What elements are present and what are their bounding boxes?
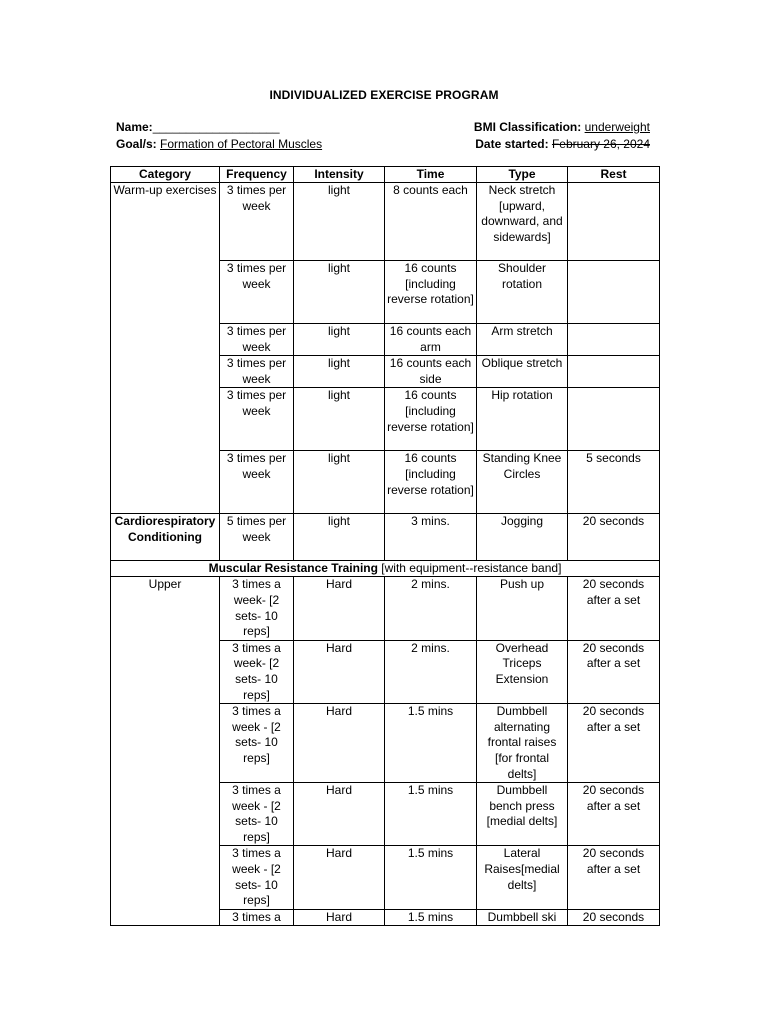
- document-title: INDIVIDUALIZED EXERCISE PROGRAM: [269, 88, 499, 102]
- intensity-cell: Hard: [294, 577, 385, 640]
- table-row: [111, 577, 660, 640]
- frequency-cell: 3 times per week: [220, 388, 294, 451]
- type-cell: Push up: [477, 577, 568, 640]
- header-rest: Rest: [568, 167, 660, 183]
- name-value: ___________________: [152, 120, 280, 134]
- name-line: [116, 119, 280, 135]
- table-row: [111, 514, 660, 561]
- rest-cell: 20 seconds: [568, 514, 660, 561]
- frequency-cell: 3 times a: [220, 909, 294, 926]
- warmup-category-cell: Warm-up exercises: [111, 183, 220, 514]
- type-cell: Dumbbell bench press [medial delts]: [477, 783, 568, 846]
- type-cell: Oblique stretch: [477, 356, 568, 388]
- goal-line: [116, 136, 322, 152]
- rest-cell: [568, 261, 660, 324]
- frequency-cell: 3 times per week: [220, 451, 294, 514]
- bmi-value: underweight: [584, 120, 650, 134]
- type-cell: Overhead Triceps Extension: [477, 640, 568, 703]
- type-cell: Arm stretch: [477, 324, 568, 356]
- exercise-program-table: [110, 166, 660, 926]
- header-time: Time: [385, 167, 477, 183]
- intensity-cell: light: [294, 356, 385, 388]
- frequency-cell: 3 times per week: [220, 324, 294, 356]
- rest-cell: 20 seconds: [568, 909, 660, 926]
- upper-category-cell: Upper: [111, 577, 220, 926]
- intensity-cell: light: [294, 324, 385, 356]
- name-label: Name:: [116, 120, 153, 134]
- time-cell: 8 counts each: [385, 183, 477, 261]
- table-row: [111, 183, 660, 261]
- goal-value: Formation of Pectoral Muscles: [160, 137, 323, 151]
- bmi-label: BMI Classification:: [473, 120, 582, 134]
- intensity-cell: Hard: [294, 704, 385, 783]
- time-cell: 16 counts each arm: [385, 324, 477, 356]
- rest-cell: 20 seconds after a set: [568, 640, 660, 703]
- intensity-cell: Hard: [294, 909, 385, 926]
- rest-cell: 20 seconds after a set: [568, 846, 660, 909]
- intensity-cell: light: [294, 261, 385, 324]
- intensity-cell: Hard: [294, 846, 385, 909]
- rest-cell: 20 seconds after a set: [568, 783, 660, 846]
- header-type: Type: [477, 167, 568, 183]
- cardio-category-cell: Cardiorespiratory Conditioning: [111, 514, 220, 561]
- header-category: Category: [111, 167, 220, 183]
- time-cell: 16 counts [including reverse rotation]: [385, 451, 477, 514]
- time-cell: 16 counts each side: [385, 356, 477, 388]
- date-line: [475, 136, 650, 152]
- intensity-cell: light: [294, 451, 385, 514]
- type-cell: Shoulder rotation: [477, 261, 568, 324]
- rest-cell: [568, 388, 660, 451]
- type-cell: Lateral Raises[medial delts]: [477, 846, 568, 909]
- type-cell: Neck stretch [upward, downward, and sidewards]: [477, 183, 568, 261]
- frequency-cell: 3 times per week: [220, 356, 294, 388]
- type-cell: Dumbbell ski: [477, 909, 568, 926]
- time-cell: 16 counts [including reverse rotation]: [385, 261, 477, 324]
- rest-cell: 20 seconds after a set: [568, 704, 660, 783]
- rest-cell: 20 seconds after a set: [568, 577, 660, 640]
- time-cell: 3 mins.: [385, 514, 477, 561]
- frequency-cell: 3 times a week - [2 sets- 10 reps]: [220, 704, 294, 783]
- frequency-cell: 3 times a week- [2 sets- 10 reps]: [220, 640, 294, 703]
- goal-label: Goal/s:: [116, 137, 157, 151]
- time-cell: 1.5 mins: [385, 909, 477, 926]
- type-cell: Hip rotation: [477, 388, 568, 451]
- time-cell: 1.5 mins: [385, 783, 477, 846]
- frequency-cell: 3 times per week: [220, 261, 294, 324]
- intensity-cell: light: [294, 388, 385, 451]
- section-row: [111, 561, 660, 577]
- intensity-cell: light: [294, 183, 385, 261]
- header-intensity: Intensity: [294, 167, 385, 183]
- frequency-cell: 3 times a week- [2 sets- 10 reps]: [220, 577, 294, 640]
- rest-cell: [568, 324, 660, 356]
- time-cell: 16 counts [including reverse rotation]: [385, 388, 477, 451]
- date-label: Date started:: [475, 137, 549, 151]
- frequency-cell: 3 times a week - [2 sets- 10 reps]: [220, 783, 294, 846]
- section-heading-cell: [111, 561, 660, 577]
- type-cell: Standing Knee Circles: [477, 451, 568, 514]
- time-cell: 1.5 mins: [385, 704, 477, 783]
- date-value: February 26, 2024: [551, 137, 650, 151]
- intensity-cell: Hard: [294, 783, 385, 846]
- rest-cell: [568, 183, 660, 261]
- type-cell: Dumbbell alternating frontal raises [for frontal delts]: [477, 704, 568, 783]
- bmi-line: [474, 119, 650, 135]
- section-heading: Muscular Resistance Training: [208, 561, 378, 576]
- time-cell: 2 mins.: [385, 577, 477, 640]
- frequency-cell: 3 times a week - [2 sets- 10 reps]: [220, 846, 294, 909]
- frequency-cell: 5 times per week: [220, 514, 294, 561]
- time-cell: 1.5 mins: [385, 846, 477, 909]
- intensity-cell: Hard: [294, 640, 385, 703]
- intensity-cell: light: [294, 514, 385, 561]
- rest-cell: [568, 356, 660, 388]
- type-cell: Jogging: [477, 514, 568, 561]
- section-subheading: [with equipment--resistance band]: [377, 561, 562, 576]
- time-cell: 2 mins.: [385, 640, 477, 703]
- frequency-cell: 3 times per week: [220, 183, 294, 261]
- rest-cell: 5 seconds: [568, 451, 660, 514]
- header-frequency: Frequency: [220, 167, 294, 183]
- table-header-row: [111, 167, 660, 183]
